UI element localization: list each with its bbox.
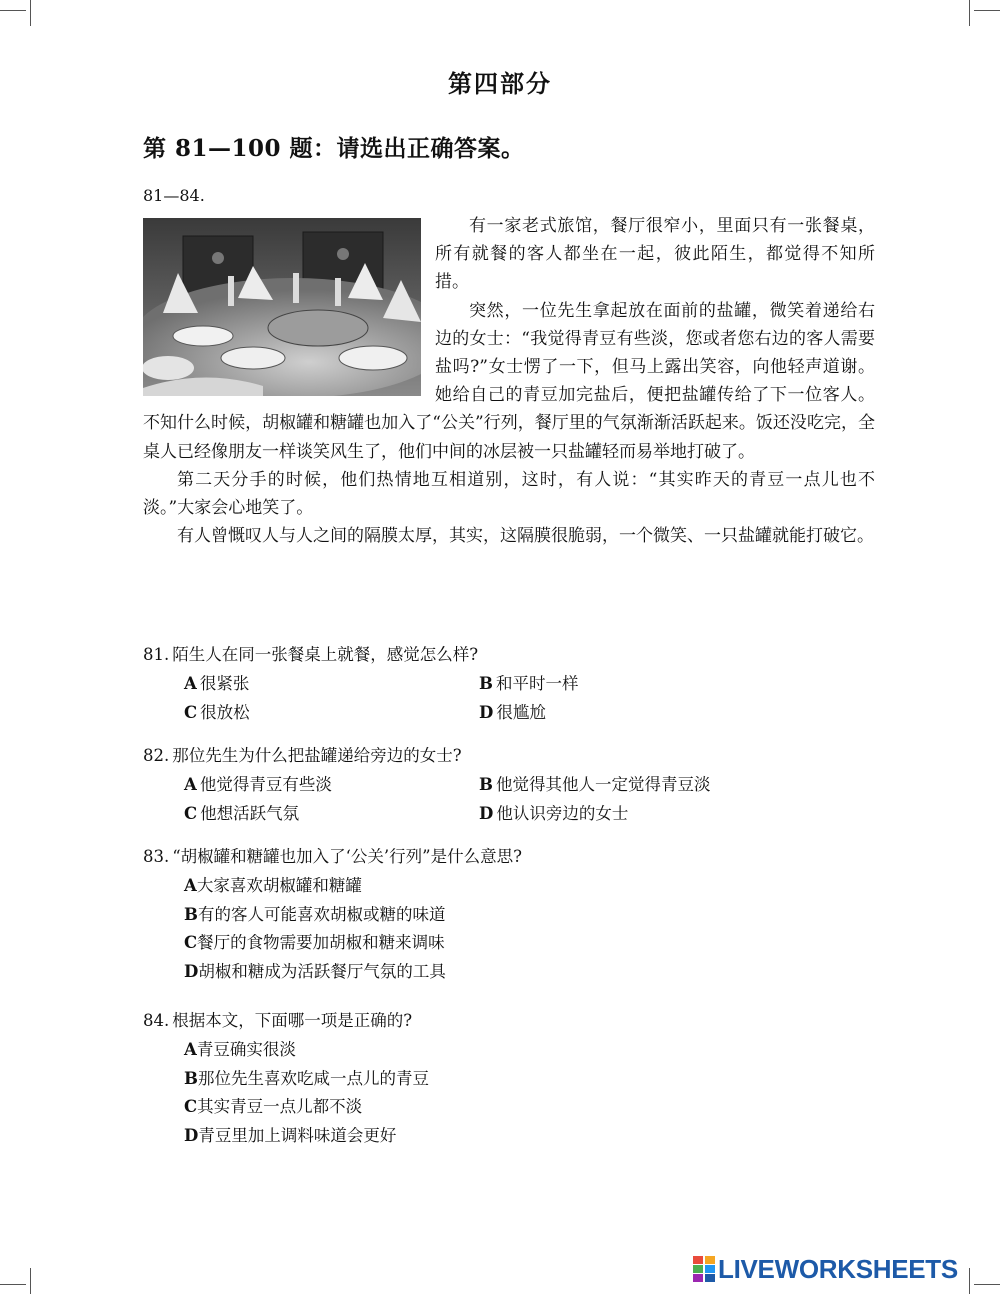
option-d[interactable]: D胡椒和糖成为活跃餐厅气氛的工具 [184, 961, 446, 981]
passage-paragraph: 第二天分手的时候，他们热情地互相道别，这时，有人说：“其实昨天的青豆一点儿也不淡。”大家会心地笑了。 [143, 469, 875, 519]
restaurant-photo [143, 218, 421, 396]
option-b[interactable]: B 和平时一样 [479, 674, 579, 693]
question-range: 81—84. [143, 186, 205, 205]
option-c[interactable]: C其实青豆一点儿都不淡 [184, 1097, 363, 1116]
question-text: “胡椒罐和糖罐也加入了‘公关’行列”是什么意思? [172, 847, 522, 866]
reading-passage [143, 212, 875, 550]
question-81 [143, 640, 883, 727]
question-82 [143, 741, 883, 828]
option-a[interactable]: A青豆确实很淡 [184, 1040, 296, 1059]
question-text: 那位先生为什么把盐罐递给旁边的女士? [172, 746, 462, 765]
option-a[interactable]: A大家喜欢胡椒罐和糖罐 [184, 876, 362, 895]
option-c[interactable]: C 很放松 [184, 702, 250, 722]
option-d[interactable]: D青豆里加上调料味道会更好 [184, 1125, 397, 1145]
option-a[interactable]: A 他觉得青豆有些淡 [184, 775, 332, 794]
option-b[interactable]: B 他觉得其他人一定觉得青豆淡 [479, 775, 711, 794]
question-number: 84. [143, 1011, 170, 1030]
question-number: 81. [143, 645, 170, 664]
page-title: 第四部分 [448, 69, 552, 98]
question-84 [143, 1006, 883, 1150]
passage-paragraph: 突然，一位先生拿起放在面前的盐罐，微笑着递给右边的女士：“我觉得青豆有些淡，您或者您右边的客人需要盐吗?”女士愣了一下，但马上露出笑容，向他轻声道谢。她给自己的青豆加完盐后，便把盐罐传给了下一位客人。不知什么时候，胡椒罐和糖罐也加入了“公关”行列，餐厅里的气氛渐渐活跃起来。饭还没吃完，全桌人已经像朋友一样谈笑风生了，他们中间的冰层被一只盐罐轻而易举地打破了。 [143, 300, 875, 462]
option-b[interactable]: B那位先生喜欢吃咸一点儿的青豆 [184, 1068, 429, 1088]
passage-paragraph: 有人曾慨叹人与人之间的隔膜太厚，其实，这隔膜很脆弱，一个微笑、一只盐罐就能打破它。 [177, 526, 874, 547]
question-text: 陌生人在同一张餐桌上就餐，感觉怎么样? [172, 645, 479, 664]
option-b[interactable]: B有的客人可能喜欢胡椒或糖的味道 [184, 904, 446, 924]
passage-paragraph: 有一家老式旅馆，餐厅很窄小，里面只有一张餐桌，所有就餐的客人都坐在一起，彼此陌生，都觉得不知所措。 [435, 216, 875, 293]
option-d[interactable]: D 很尴尬 [479, 702, 546, 722]
option-c[interactable]: C餐厅的食物需要加胡椒和糖来调味 [184, 933, 445, 952]
option-a[interactable]: A 很紧张 [184, 674, 250, 693]
question-number: 82. [143, 746, 170, 765]
question-list [143, 640, 883, 1164]
option-c[interactable]: C 他想活跃气氛 [184, 803, 300, 823]
question-number: 83. [143, 847, 170, 866]
section-heading: 第 81—100 题：请选出正确答案。 [143, 135, 525, 162]
question-text: 根据本文，下面哪一项是正确的? [172, 1011, 413, 1030]
liveworksheets-icon [693, 1256, 715, 1282]
question-83 [143, 842, 883, 986]
liveworksheets-logo [693, 1254, 958, 1284]
brand-name: LIVEWORKSHEETS [718, 1253, 958, 1284]
option-d[interactable]: D 他认识旁边的女士 [479, 803, 629, 823]
